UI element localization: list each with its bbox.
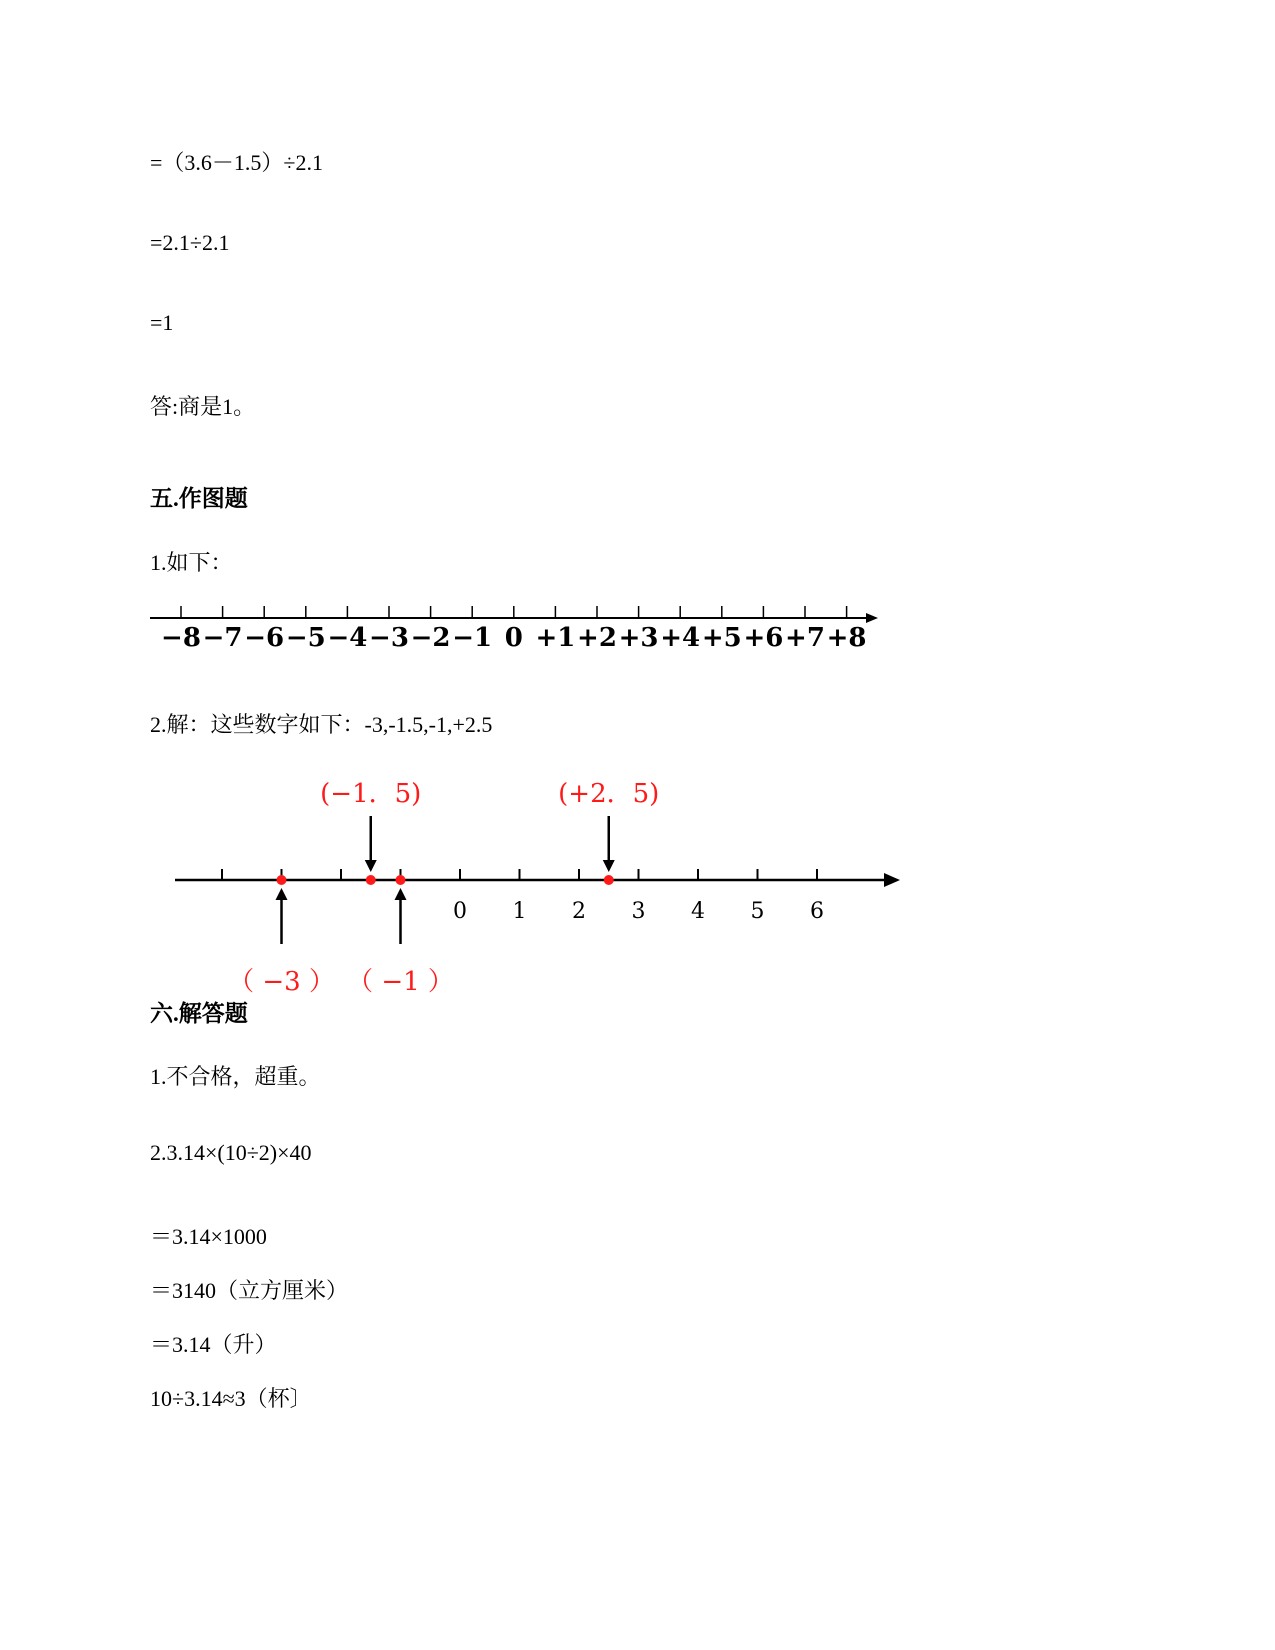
tick-label--2: −2 [410, 623, 451, 653]
tick-label--3: −3 [369, 623, 409, 653]
tick-label-8: +8 [826, 623, 867, 653]
section-6-title: 六.解答题 [150, 1001, 248, 1026]
point-label-0: （ −3 ） [228, 967, 335, 997]
tick-label-5: 5 [750, 899, 765, 924]
tick-label--1: −1 [452, 623, 493, 653]
tick-label--8: −8 [161, 623, 201, 653]
tick-label-4: +4 [660, 623, 701, 653]
axis-arrow [866, 613, 878, 623]
tick-label-4: 4 [691, 899, 705, 924]
tick-label--4: −4 [327, 623, 368, 653]
tick-label-6: 6 [810, 899, 824, 924]
point-marker-2 [396, 875, 406, 885]
arrow-head-2 [395, 888, 407, 900]
axis-arrow [884, 873, 900, 887]
number-line-2 [0, 770, 1275, 997]
tick-label-5: +5 [701, 623, 742, 653]
tick-label-0: 0 [504, 623, 523, 653]
tick-label-2: +2 [577, 623, 617, 653]
answer-6-6: 10÷3.14≈3（杯〕 [150, 1386, 312, 1411]
point-label-2: （ −1 ） [347, 967, 454, 997]
answer-6-1: 1.不合格，超重。 [150, 1064, 321, 1089]
arrow-head-0 [276, 888, 288, 900]
point-label-1: (−1．5) [320, 779, 422, 809]
answer-6-2: 2.3.14×(10÷2)×40 [150, 1140, 312, 1165]
tick-label-0: 0 [453, 899, 467, 924]
tick-label--7: −7 [202, 623, 243, 653]
tick-label--5: −5 [285, 623, 326, 653]
tick-label-7: +7 [785, 623, 825, 653]
tick-label-3: 3 [631, 899, 646, 924]
tick-label-1: +1 [535, 623, 576, 653]
number-line-1 [0, 605, 1275, 665]
tick-label--6: −6 [244, 623, 285, 653]
arrow-head-3 [603, 860, 615, 872]
calc-line-3: =1 [150, 310, 174, 335]
answer-line: 答:商是1。 [150, 394, 256, 419]
point-marker-0 [277, 875, 287, 885]
tick-label-2: 2 [572, 899, 586, 924]
section-5-title: 五.作图题 [150, 486, 248, 511]
arrow-head-1 [365, 860, 377, 872]
answer-6-3: ＝3.14×1000 [150, 1224, 267, 1249]
answer-6-4: ＝3140（立方厘米） [150, 1278, 349, 1303]
calc-line-2: =2.1÷2.1 [150, 230, 230, 255]
tick-label-1: 1 [512, 899, 527, 924]
answer-6-5: ＝3.14（升） [150, 1332, 277, 1357]
question-1-label: 1.如下： [150, 550, 233, 575]
tick-label-6: +6 [743, 623, 784, 653]
tick-label-3: +3 [618, 623, 659, 653]
question-2-label: 2.解：这些数字如下：-3,-1.5,-1,+2.5 [150, 712, 493, 737]
calc-line-1: =（3.6－1.5）÷2.1 [150, 150, 323, 175]
point-marker-1 [366, 875, 376, 885]
point-label-3: (+2．5) [558, 779, 660, 809]
point-marker-3 [604, 875, 614, 885]
